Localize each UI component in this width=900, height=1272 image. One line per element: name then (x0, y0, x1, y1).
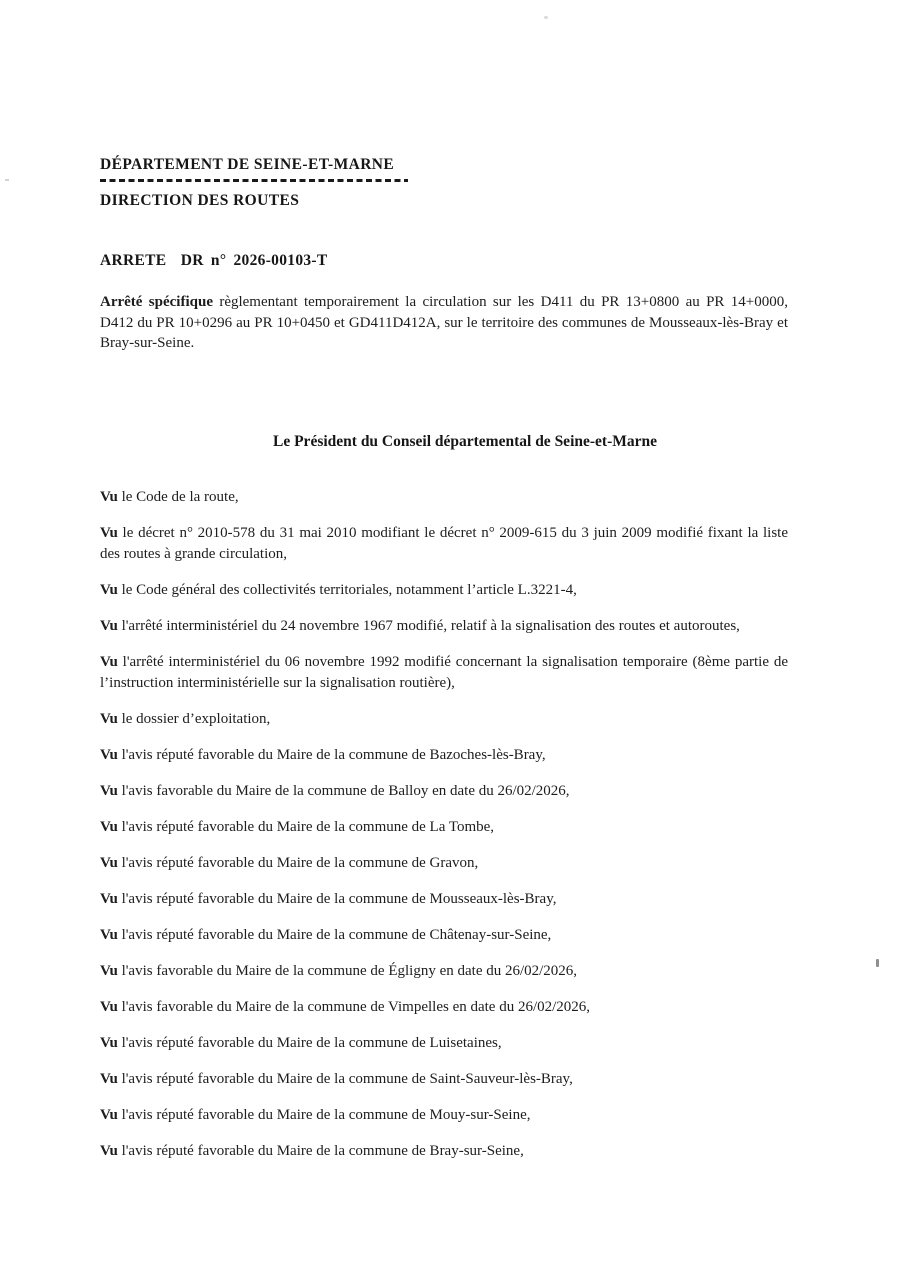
scan-speck (5, 179, 9, 181)
vu-item (100, 781, 788, 802)
vu-item (100, 745, 788, 766)
department-heading: DÉPARTEMENT DE SEINE-ET-MARNE (100, 156, 395, 173)
vu-list (100, 487, 788, 1162)
vu-item (100, 709, 788, 730)
vu-lead: Vu (100, 488, 118, 505)
intro-paragraph (100, 292, 788, 354)
intro-lead: Arrêté spécifique (100, 294, 213, 310)
vu-lead: Vu (100, 617, 118, 634)
vu-item (100, 961, 788, 982)
vu-lead: Vu (100, 1106, 118, 1123)
vu-item (100, 1141, 788, 1162)
dashed-divider (100, 179, 408, 182)
vu-item (100, 817, 788, 838)
vu-item (100, 523, 788, 565)
vu-lead: Vu (100, 746, 118, 763)
vu-text: le dossier d’exploitation, (117, 710, 271, 727)
vu-lead: Vu (100, 1070, 118, 1087)
vu-item (100, 580, 788, 601)
scan-speck (876, 959, 879, 967)
document-content (100, 0, 788, 1162)
vu-text: l'avis réputé favorable du Maire de la commune de La Tombe, (117, 818, 495, 835)
vu-text: le décret n° 2010-578 du 31 mai 2010 modifiant le décret n° 2009-615 du 3 juin 2009 modifié fixant la liste des routes à grande circulation, (100, 524, 788, 562)
vu-item (100, 925, 788, 946)
vu-item (100, 487, 788, 508)
vu-item (100, 652, 788, 694)
vu-item (100, 1033, 788, 1054)
vu-lead: Vu (100, 782, 118, 799)
vu-lead: Vu (100, 818, 118, 835)
vu-text: l'avis favorable du Maire de la commune de Égligny en date du 26/02/2026, (117, 962, 578, 979)
vu-lead: Vu (100, 710, 118, 727)
vu-text: l'avis réputé favorable du Maire de la commune de Châtenay-sur-Seine, (117, 926, 552, 943)
vu-text: l'avis réputé favorable du Maire de la commune de Gravon, (117, 854, 479, 871)
vu-text: l'avis réputé favorable du Maire de la commune de Bray-sur-Seine, (117, 1142, 524, 1159)
vu-item (100, 889, 788, 910)
vu-text: le Code général des collectivités territoriales, notamment l’article L.3221-4, (117, 581, 577, 598)
intro-body: règlementant temporairement la circulation sur les D411 du PR 13+0800 au PR 14+0000, D412 du PR 10+0296 au PR 10+0450 et GD411D412A, sur le territoire des communes de Mousseaux-lès-Bray et Bray-sur-Seine. (100, 294, 788, 351)
direction-heading: DIRECTION DES ROUTES (100, 192, 300, 209)
vu-lead: Vu (100, 962, 118, 979)
vu-text: l'avis réputé favorable du Maire de la commune de Saint-Sauveur-lès-Bray, (117, 1070, 573, 1087)
vu-text: l'avis favorable du Maire de la commune de Balloy en date du 26/02/2026, (117, 782, 570, 799)
vu-item (100, 1105, 788, 1126)
vu-text: l'avis réputé favorable du Maire de la commune de Bazoches-lès-Bray, (117, 746, 546, 763)
vu-text: l'arrêté interministériel du 06 novembre 1992 modifié concernant la signalisation temporaire (8ème partie de l’instruction interministérielle sur la signalisation routière), (100, 653, 788, 691)
president-heading: Le Président du Conseil départemental de Seine-et-Marne (273, 432, 657, 450)
vu-lead: Vu (100, 653, 118, 670)
vu-text: le Code de la route, (117, 488, 239, 505)
vu-lead: Vu (100, 998, 118, 1015)
vu-item (100, 616, 788, 637)
arrete-number-heading: ARRETE DR n° 2026-00103-T (100, 252, 328, 269)
vu-text: l'avis réputé favorable du Maire de la commune de Luisetaines, (117, 1034, 502, 1051)
vu-item (100, 997, 788, 1018)
vu-lead: Vu (100, 854, 118, 871)
vu-lead: Vu (100, 890, 118, 907)
vu-text: l'avis favorable du Maire de la commune de Vimpelles en date du 26/02/2026, (117, 998, 591, 1015)
vu-item (100, 853, 788, 874)
vu-item (100, 1069, 788, 1090)
vu-text: l'avis réputé favorable du Maire de la commune de Mouy-sur-Seine, (117, 1106, 531, 1123)
vu-text: l'avis réputé favorable du Maire de la commune de Mousseaux-lès-Bray, (117, 890, 557, 907)
vu-lead: Vu (100, 581, 118, 598)
vu-text: l'arrêté interministériel du 24 novembre 1967 modifié, relatif à la signalisation des routes et autoroutes, (117, 617, 740, 634)
vu-lead: Vu (100, 524, 118, 541)
vu-lead: Vu (100, 1034, 118, 1051)
vu-lead: Vu (100, 926, 118, 943)
vu-lead: Vu (100, 1142, 118, 1159)
